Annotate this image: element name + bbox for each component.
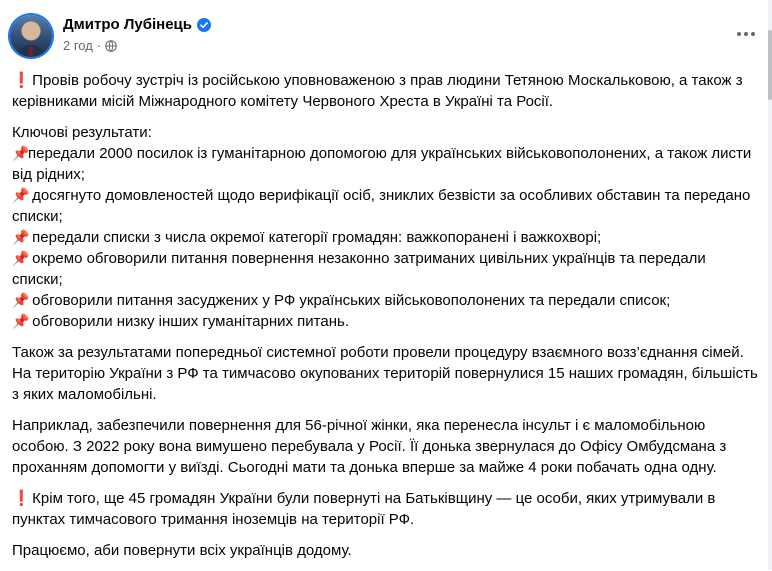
result-item (12, 143, 760, 185)
result-item (12, 248, 760, 290)
returned-text: Крім того, ще 45 громадян України були повернуті на Батьківщину — це особи, яких утримували в пунктах тимчасового тримання іноземців на території РФ. (12, 490, 716, 528)
returned-paragraph (12, 488, 760, 530)
more-dot (751, 32, 755, 36)
more-options-icon[interactable] (734, 24, 758, 44)
closing-paragraph: Працюємо, аби повернути всіх українців додому. (12, 542, 352, 559)
meta-separator: · (96, 38, 102, 53)
post-body (12, 70, 760, 571)
result-text: обговорили питання засуджених у РФ українських військовополонених та передали список; (28, 292, 671, 309)
pin-icon: 📌 (12, 145, 30, 161)
exclamation-icon: ❗ (12, 72, 31, 89)
results-heading: Ключові результати: (12, 124, 152, 141)
pin-icon: 📌 (12, 313, 30, 329)
result-item (12, 185, 760, 227)
result-item (12, 311, 760, 332)
pin-icon: 📌 (12, 229, 30, 245)
result-item (12, 227, 760, 248)
scrollbar-track[interactable] (768, 0, 772, 570)
exclamation-icon: ❗ (12, 490, 31, 507)
pin-icon: 📌 (12, 187, 30, 203)
globe-icon[interactable] (105, 40, 117, 52)
result-text: передали 2000 посилок із гуманітарною допомогою для українських військовополонених, а також листи від рідних; (12, 145, 752, 183)
post-header (10, 12, 760, 58)
post-timestamp[interactable]: 2 год (63, 38, 93, 53)
avatar-tie (29, 47, 33, 57)
reunion-paragraph: Також за результатами попередньої системної роботи провели процедуру взаємного возз’єднання сімей. На територію України з РФ та тимчасово окупованих територій повернулися 15 наших громадян, більшість з яких маломобільні. (12, 344, 758, 403)
author-avatar[interactable] (10, 15, 52, 57)
more-dot (744, 32, 748, 36)
example-paragraph: Наприклад, забезпечили повернення для 56-річної жінки, яка перенесла інсульт і є маломобільною особою. З 2022 року вона вимушено перебувала у Росії. Її донька звернулася до Офісу Омбудсмана з проханням допомогти у виїзді. Сьогодні мати та донька вперше за майже 4 роки побачать одна одну. (12, 417, 727, 476)
post-intro (12, 70, 760, 112)
result-text: обговорили низку інших гуманітарних питань. (28, 313, 349, 330)
author-name[interactable]: Дмитро Лубінець (63, 16, 192, 33)
pin-icon: 📌 (12, 250, 30, 266)
pin-icon: 📌 (12, 292, 30, 308)
result-item (12, 290, 760, 311)
post-meta (63, 38, 117, 53)
scrollbar-thumb[interactable] (768, 30, 772, 100)
result-text: досягнуто домовленостей щодо верифікації осіб, зниклих безвісти за особливих обставин та передано списки; (12, 187, 751, 225)
result-text: передали списки з числа окремої категорії громадян: важкопоранені і важкохворі; (28, 229, 602, 246)
verified-badge-icon (197, 18, 211, 32)
result-text: окремо обговорили питання повернення незаконно затриманих цивільних українців та передали списки; (12, 250, 706, 288)
more-dot (737, 32, 741, 36)
intro-text: Провів робочу зустріч із російською уповноваженою з прав людини Тетяною Москальковою, а також з керівниками місій Міжнародного комітету Червоного Хреста в Україні та Росії. (12, 72, 743, 110)
author-name-row (63, 16, 211, 33)
